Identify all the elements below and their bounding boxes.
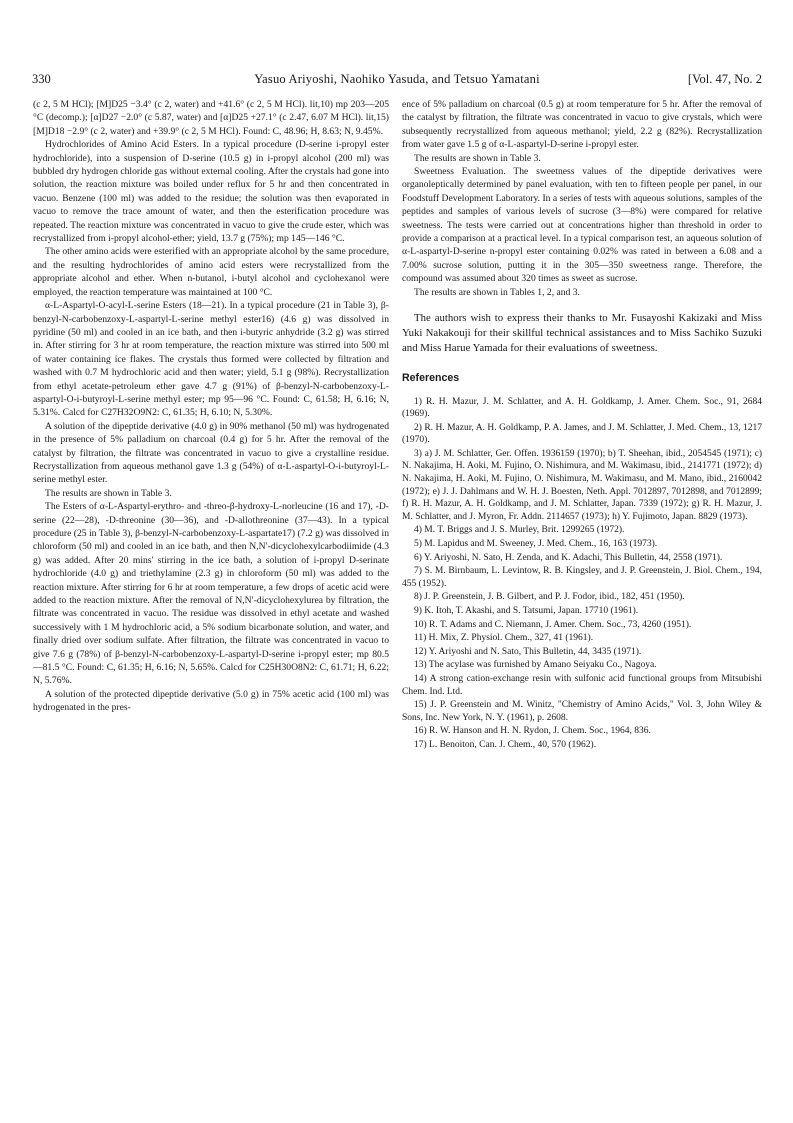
- reference-item: 8) J. P. Greenstein, J. B. Gilbert, and P. J. Fodor, ibid., 182, 451 (1950).: [414, 592, 685, 603]
- reference-item: 4) M. T. Briggs and J. S. Murley, Brit. 1299265 (1972).: [414, 525, 625, 536]
- reference-item: 12) Y. Ariyoshi and N. Sato, This Bulletin, 44, 3435 (1971).: [414, 646, 642, 657]
- paragraph: The results are shown in Tables 1, 2, and 3.: [414, 286, 580, 298]
- reference-item: 15) J. P. Greenstein and M. Winitz, "Chemistry of Amino Acids," Vol. 3, John Wiley & Sons, Inc. New York, N. Y. (1961), p. 2608.: [402, 700, 762, 723]
- paragraph: The Esters of α-L-Aspartyl-erythro- and -threo-β-hydroxy-L-norleucine (16 and 17), -D-serine (22—28), -D-threonine (30—36), and -D-allothreonine (37—43). In a typical procedure (25 in Table 3), β-benzyl-N-carbobenzoxy-L-aspartate17) (7.2 g) was dissolved in chloroform (50 ml) and cooled in an ice bath, and then N,N′-dicyclohexylcarbodiimide (4.3 g) was added. After 20 mins' stirring in the ice bath, a solution of i-propyl D-serinate hydrochloride (4.0 g) and triethylamine (2.3 g) in chloroform (50 ml) was added to the reaction mixture. After stirring for 6 hr at room temperature, a few drops of acetic acid were added to the reaction mixture. After the removal of N,N′-dicyclohexylurea by filtration, the filtrate was concentrated in vacuo. The residue was dissolved in ethyl acetate and washed successively with 1 M hydrochloric acid, a 5% sodium bicarbonate solution, and water, and finally dried over sodium sulfate. After filtration, the filtrate was concentrated in vacuo to give 7.6 g (78%) of β-benzyl-N-carbobenzoxy-L-aspartyl-D-serine i-propyl ester; mp 80.5—81.5 °C. Found: C, 61.35; H, 6.16; N, 5.65%. Calcd for C25H30O8N2: C, 61.71; H, 6.22; N, 5.76%.: [33, 501, 389, 687]
- paragraph: Sweetness Evaluation. The sweetness values of the dipeptide derivatives were organoleptically determined by panel evaluation, with ten to fifteen people per panel, in our Foodstuff Development Laboratory. In a series of tests with aqueous solutions, samples of the peptides and samples of various levels of sucrose (3—8%) were compared for relative sweetness. The tests were carried out at concentrations higher than threshold in order to provide a comparison at a practical level. In a typical comparison test, an aqueous solution of α-L-aspartyl-D-serine n-propyl ester containing 0.02% was rated in between a 6.08 and a 7.00% sucrose solution, putting it in the 305—350 sweetness range. Therefore, the compound was assumed about 320 times as sweet as sucrose.: [402, 166, 762, 285]
- reference-item: 9) K. Itoh, T. Akashi, and S. Tatsumi, Japan. 17710 (1961).: [414, 606, 639, 616]
- paragraph: The results are shown in Table 3.: [414, 152, 541, 164]
- paragraph: A solution of the protected dipeptide derivative (5.0 g) in 75% acetic acid (100 ml) was hydrogenated in the pres-: [33, 688, 389, 714]
- page-header: [32, 72, 762, 88]
- reference-item: 5) M. Lapidus and M. Sweeney, J. Med. Chem., 16, 163 (1973).: [414, 539, 658, 550]
- paragraph: α-L-Aspartyl-O-acyl-L-serine Esters (18—21). In a typical procedure (21 in Table 3), β-benzyl-N-carbobenzoxy-L-aspartyl-L-serine methyl ester16) (4.6 g) was dissolved in pyridine (50 ml) and cooled in an ice bath, and then i-butyric anhydride (3.2 g) was stirred in. After stirring for 3 hr at room temperature, the reaction mixture was stirred into 500 ml of water containing ice flakes. The crystals thus formed were collected by filtration and washed with 0.7 M hydrochloric acid and then water; yield, 5.1 g (98%). Recrystallization from ethyl acetate-petroleum ether gave 4.7 g (91%) of β-benzyl-N-carbobenzoxy-L-aspartyl-O-i-butyroyl-L-serine methyl ester; mp 95—96 °C. Found: C, 61.58; H, 6.16; N, 5.31%. Calcd for C27H32O9N2: C, 61.35; H, 6.10; N, 5.30%.: [33, 300, 389, 419]
- paragraph: ence of 5% palladium on charcoal (0.5 g) at room temperature for 5 hr. After the removal of the catalyst by filtration, the filtrate was concentrated in vacuo to give crystals, which were subsequently recrystallized from aqueous methanol; yield, 2.2 g (82%). Recrystallization from water gave 1.5 g of α-L-aspartyl-D-serine i-propyl ester.: [402, 99, 762, 151]
- paragraph: A solution of the dipeptide derivative (4.0 g) in 90% methanol (50 ml) was hydrogenated in the presence of 5% palladium on charcoal (0.4 g) for 5 hr. After the removal of the catalyst by filtration, the filtrate was concentrated in vacuo to give a crystalline residue. Recrystallization from aqueous methanol gave 1.3 g (54%) of α-L-aspartyl-O-i-butyroyl-L-serine methyl ester.: [33, 420, 389, 486]
- reference-item: 13) The acylase was furnished by Amano Seiyaku Co., Nagoya.: [414, 660, 657, 671]
- running-authors: Yasuo Ariyoshi, Naohiko Yasuda, and Tetsuo Yamatani: [254, 72, 540, 86]
- references-heading: References: [402, 372, 460, 385]
- reference-item: 1) R. H. Mazur, J. M. Schlatter, and A. H. Goldkamp, J. Amer. Chem. Soc., 91, 2684 (1969).: [402, 396, 762, 420]
- right-column: [402, 98, 762, 753]
- acknowledgment: The authors wish to express their thanks to Mr. Fusayoshi Kakizaki and Miss Yuki Nakakouji for their skillful technical assistances and to Miss Sachiko Suzuki and Miss Harue Yamada for their evaluations of sweetness.: [402, 312, 762, 355]
- reference-item: 3) a) J. M. Schlatter, Ger. Offen. 1936159 (1970); b) T. Sheehan, ibid., 2054545 (1971); c) N. Nakajima, H. Aoki, M. Fujino, O. Nishimura, and M. Wakimasu, ibid., 2141771 (1972); d) N. Nakajima, H. Aoki, M. Fujino, O. Nishimura, M. Wakimasu, and M. Mano, ibid., 2160042 (1972); e) J. J. Dahlmans and W. H. J. Boesten, Neth. Appl. 7012897, 7012898, and 7012899; f) R. H. Mazur, A. H. Goldkamp, and J. M. Schlatter, Japan. 7339 (1972); g) R. H. Mazur, J. M. Schlatter, and J. Myron, Fr. Addn. 2114657 (1973); h) Y. Fujimoto, Japan. 8829 (1973).: [402, 448, 762, 522]
- paragraph: (c 2, 5 M HCl); [M]D25 −3.4° (c 2, water) and +41.6° (c 2, 5 M HCl). lit,10) mp 203—205 °C (decomp.); [α]D27 −2.0° (c 5.87, water) and [α]D25 +27.1° (c 2.47, 6.07 M HCl). lit,15) [M]D18 −2.9° (c 2, water) and +39.9° (c 2, 5 M HCl). Found: C, 48.96; H, 8.63; N, 9.45%.: [33, 99, 389, 137]
- paragraph: The other amino acids were esterified with an appropriate alcohol by the same procedure, and the resulting hydrochlorides of amino acid esters were recrystallized from the appropriate alcohol and ether. When n-butanol, i-butyl alcohol and cyclohexanol were employed, the reaction temperature was maintained at 100 °C.: [33, 246, 389, 298]
- reference-item: 16) R. W. Hanson and H. N. Rydon, J. Chem. Soc., 1964, 836.: [414, 726, 651, 737]
- references-list: [402, 396, 762, 752]
- reference-item: 14) A strong cation-exchange resin with sulfonic acid functional groups from Mitsubishi Chem. Ind. Ltd.: [402, 673, 762, 697]
- reference-item: 7) S. M. Birnbaum, L. Levintow, R. B. Kingsley, and J. P. Greenstein, J. Biol. Chem., 194, 455 (1952).: [402, 566, 762, 589]
- reference-item: 2) R. H. Mazur, A. H. Goldkamp, P. A. James, and J. M. Schlatter, J. Med. Chem., 13, 1217 (1970).: [402, 422, 762, 446]
- paragraph: Hydrochlorides of Amino Acid Esters. In a typical procedure (D-serine i-propyl ester hydrochloride), into a suspension of D-serine (10.5 g) in i-propyl alcohol (200 ml) was bubbled dry hydrogen chloride gas without external cooling. After the crystals had gone into solution, the reaction mixture was boiled under reflux for 5 hr and then concentrated in vacuo. Benzene (100 ml) was added to the residue; the solution was then evaporated in vacuo to remove the trace amount of water, and then the esterification procedure was repeated. The reaction mixture was concentrated in vacuo to give the crude ester, which was recrystallized from i-propyl alcohol-ether; yield, 13.7 g (75%); mp 145—146 °C.: [33, 139, 389, 245]
- reference-item: 6) Y. Ariyoshi, N. Sato, H. Zenda, and K. Adachi, This Bulletin, 44, 2558 (1971).: [414, 552, 723, 563]
- paragraph: The results are shown in Table 3.: [45, 487, 172, 499]
- reference-item: 17) L. Benoiton, Can. J. Chem., 40, 570 (1962).: [414, 739, 597, 750]
- page-number: 330: [32, 72, 51, 86]
- reference-item: 11) H. Mix, Z. Physiol. Chem., 327, 41 (1961).: [414, 633, 594, 644]
- left-column: [33, 98, 389, 715]
- journal-volume: [Vol. 47, No. 2: [687, 72, 762, 86]
- reference-item: 10) R. T. Adams and C. Niemann, J. Amer. Chem. Soc., 73, 4260 (1951).: [414, 619, 692, 630]
